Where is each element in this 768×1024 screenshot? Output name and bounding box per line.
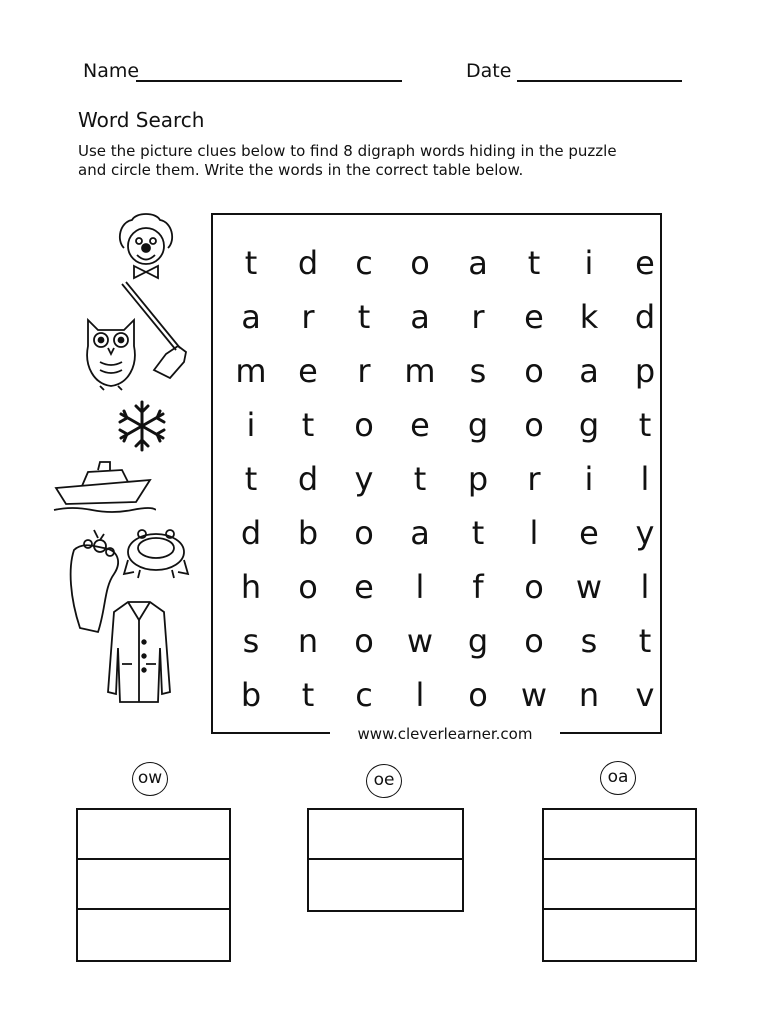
grid-letter[interactable]: l: [415, 568, 425, 606]
grid-letter[interactable]: o: [524, 406, 544, 444]
grid-letter[interactable]: t: [357, 298, 371, 336]
grid-letter[interactable]: v: [635, 676, 655, 714]
snowflake-icon: [112, 398, 172, 454]
grid-letter[interactable]: o: [468, 676, 488, 714]
grid-row-2: [213, 290, 660, 344]
grid-letter[interactable]: l: [529, 514, 539, 552]
grid-letter[interactable]: p: [467, 460, 489, 498]
grid-letter[interactable]: g: [467, 622, 489, 660]
grid-letter[interactable]: o: [524, 622, 544, 660]
toad-icon: [120, 526, 192, 582]
grid-letter[interactable]: t: [471, 514, 485, 552]
grid-letter[interactable]: i: [246, 406, 256, 444]
page-title: Word Search: [78, 108, 205, 132]
grid-row-8: [213, 614, 660, 668]
grid-letter[interactable]: b: [297, 514, 319, 552]
grid-letter[interactable]: e: [410, 406, 430, 444]
grid-letter[interactable]: t: [301, 676, 315, 714]
grid-letter[interactable]: w: [575, 568, 603, 606]
grid-letter[interactable]: a: [241, 298, 261, 336]
grid-letter[interactable]: s: [242, 622, 260, 660]
grid-letter[interactable]: t: [413, 460, 427, 498]
grid-letter[interactable]: e: [354, 568, 374, 606]
grid-letter[interactable]: l: [640, 460, 650, 498]
grid-letter[interactable]: l: [415, 676, 425, 714]
owl-icon: [82, 316, 140, 392]
grid-letter[interactable]: a: [410, 298, 430, 336]
grid-row-5: [213, 452, 660, 506]
grid-letter[interactable]: c: [355, 244, 373, 282]
grid-letter[interactable]: e: [524, 298, 544, 336]
grid-letter[interactable]: w: [520, 676, 548, 714]
coat-icon: [104, 598, 174, 708]
grid-letter[interactable]: t: [638, 622, 652, 660]
grid-letter[interactable]: o: [354, 622, 374, 660]
grid-letter[interactable]: w: [406, 622, 434, 660]
answer-cell[interactable]: [78, 810, 229, 860]
grid-letter[interactable]: t: [527, 244, 541, 282]
name-line[interactable]: [136, 80, 402, 82]
grid-letter[interactable]: t: [301, 406, 315, 444]
grid-letter[interactable]: y: [635, 514, 655, 552]
grid-letter[interactable]: a: [410, 514, 430, 552]
date-line[interactable]: [517, 80, 682, 82]
header: [0, 60, 768, 90]
answer-cell[interactable]: [309, 810, 462, 860]
grid-letter[interactable]: t: [638, 406, 652, 444]
grid-letter[interactable]: o: [410, 244, 430, 282]
answer-cell[interactable]: [78, 910, 229, 960]
answer-table: [542, 808, 697, 962]
grid-row-6: [213, 506, 660, 560]
grid-letter[interactable]: e: [298, 352, 318, 390]
grid-letter[interactable]: o: [298, 568, 318, 606]
grid-letter[interactable]: l: [640, 568, 650, 606]
grid-letter[interactable]: m: [404, 352, 436, 390]
grid-row-4: [213, 398, 660, 452]
grid-row-9: [213, 668, 660, 722]
boat-icon: [52, 458, 156, 514]
grid-row-1: [213, 236, 660, 290]
grid-letter[interactable]: o: [354, 406, 374, 444]
grid-letter[interactable]: f: [472, 568, 484, 606]
grid-letter[interactable]: c: [355, 676, 373, 714]
digraph-label-bubble: oa: [600, 761, 636, 795]
grid-letter[interactable]: s: [469, 352, 487, 390]
instruction-line: Use the picture clues below to find 8 digraph words hiding in the puzzle: [78, 142, 617, 160]
grid-letter[interactable]: d: [240, 514, 262, 552]
grid-letter[interactable]: a: [468, 244, 488, 282]
clown-icon: [114, 210, 178, 280]
grid-letter[interactable]: m: [235, 352, 267, 390]
grid-letter[interactable]: e: [635, 244, 655, 282]
answer-table: [307, 808, 464, 912]
grid-letter[interactable]: n: [578, 676, 600, 714]
grid-letter[interactable]: r: [301, 298, 315, 336]
grid-letter[interactable]: i: [584, 460, 594, 498]
website-credit: www.cleverlearner.com: [330, 722, 560, 746]
date-label: Date: [466, 60, 512, 82]
answer-cell[interactable]: [544, 810, 695, 860]
grid-letter[interactable]: d: [634, 298, 656, 336]
grid-letter[interactable]: r: [527, 460, 541, 498]
grid-letter[interactable]: o: [524, 568, 544, 606]
answer-cell[interactable]: [309, 860, 462, 910]
grid-letter[interactable]: r: [357, 352, 371, 390]
grid-letter[interactable]: k: [579, 298, 599, 336]
grid-letter[interactable]: t: [244, 460, 258, 498]
instruction-line: and circle them. Write the words in the correct table below.: [78, 161, 524, 179]
digraph-label-bubble: oe: [366, 764, 402, 798]
grid-row-7: [213, 560, 660, 614]
grid-letter[interactable]: n: [297, 622, 319, 660]
grid-letter[interactable]: h: [240, 568, 262, 606]
answer-cell[interactable]: [544, 910, 695, 960]
grid-letter[interactable]: a: [579, 352, 599, 390]
grid-letter[interactable]: b: [240, 676, 262, 714]
grid-letter[interactable]: o: [524, 352, 544, 390]
grid-letter[interactable]: o: [354, 514, 374, 552]
grid-letter[interactable]: t: [244, 244, 258, 282]
grid-letter[interactable]: g: [578, 406, 600, 444]
grid-row-3: [213, 344, 660, 398]
grid-letter[interactable]: i: [584, 244, 594, 282]
grid-letter[interactable]: e: [579, 514, 599, 552]
answer-table: [76, 808, 231, 962]
grid-letter[interactable]: r: [471, 298, 485, 336]
name-label: Name: [83, 60, 140, 82]
instructions: [78, 142, 698, 180]
grid-letter[interactable]: g: [467, 406, 489, 444]
grid-letter[interactable]: d: [297, 244, 319, 282]
word-search-grid: [211, 213, 662, 734]
grid-letter[interactable]: p: [634, 352, 656, 390]
answer-cell[interactable]: [544, 860, 695, 910]
grid-letter[interactable]: y: [354, 460, 374, 498]
answer-cell[interactable]: [78, 860, 229, 910]
digraph-label-bubble: ow: [132, 762, 168, 796]
grid-letter[interactable]: d: [297, 460, 319, 498]
grid-letter[interactable]: s: [580, 622, 598, 660]
